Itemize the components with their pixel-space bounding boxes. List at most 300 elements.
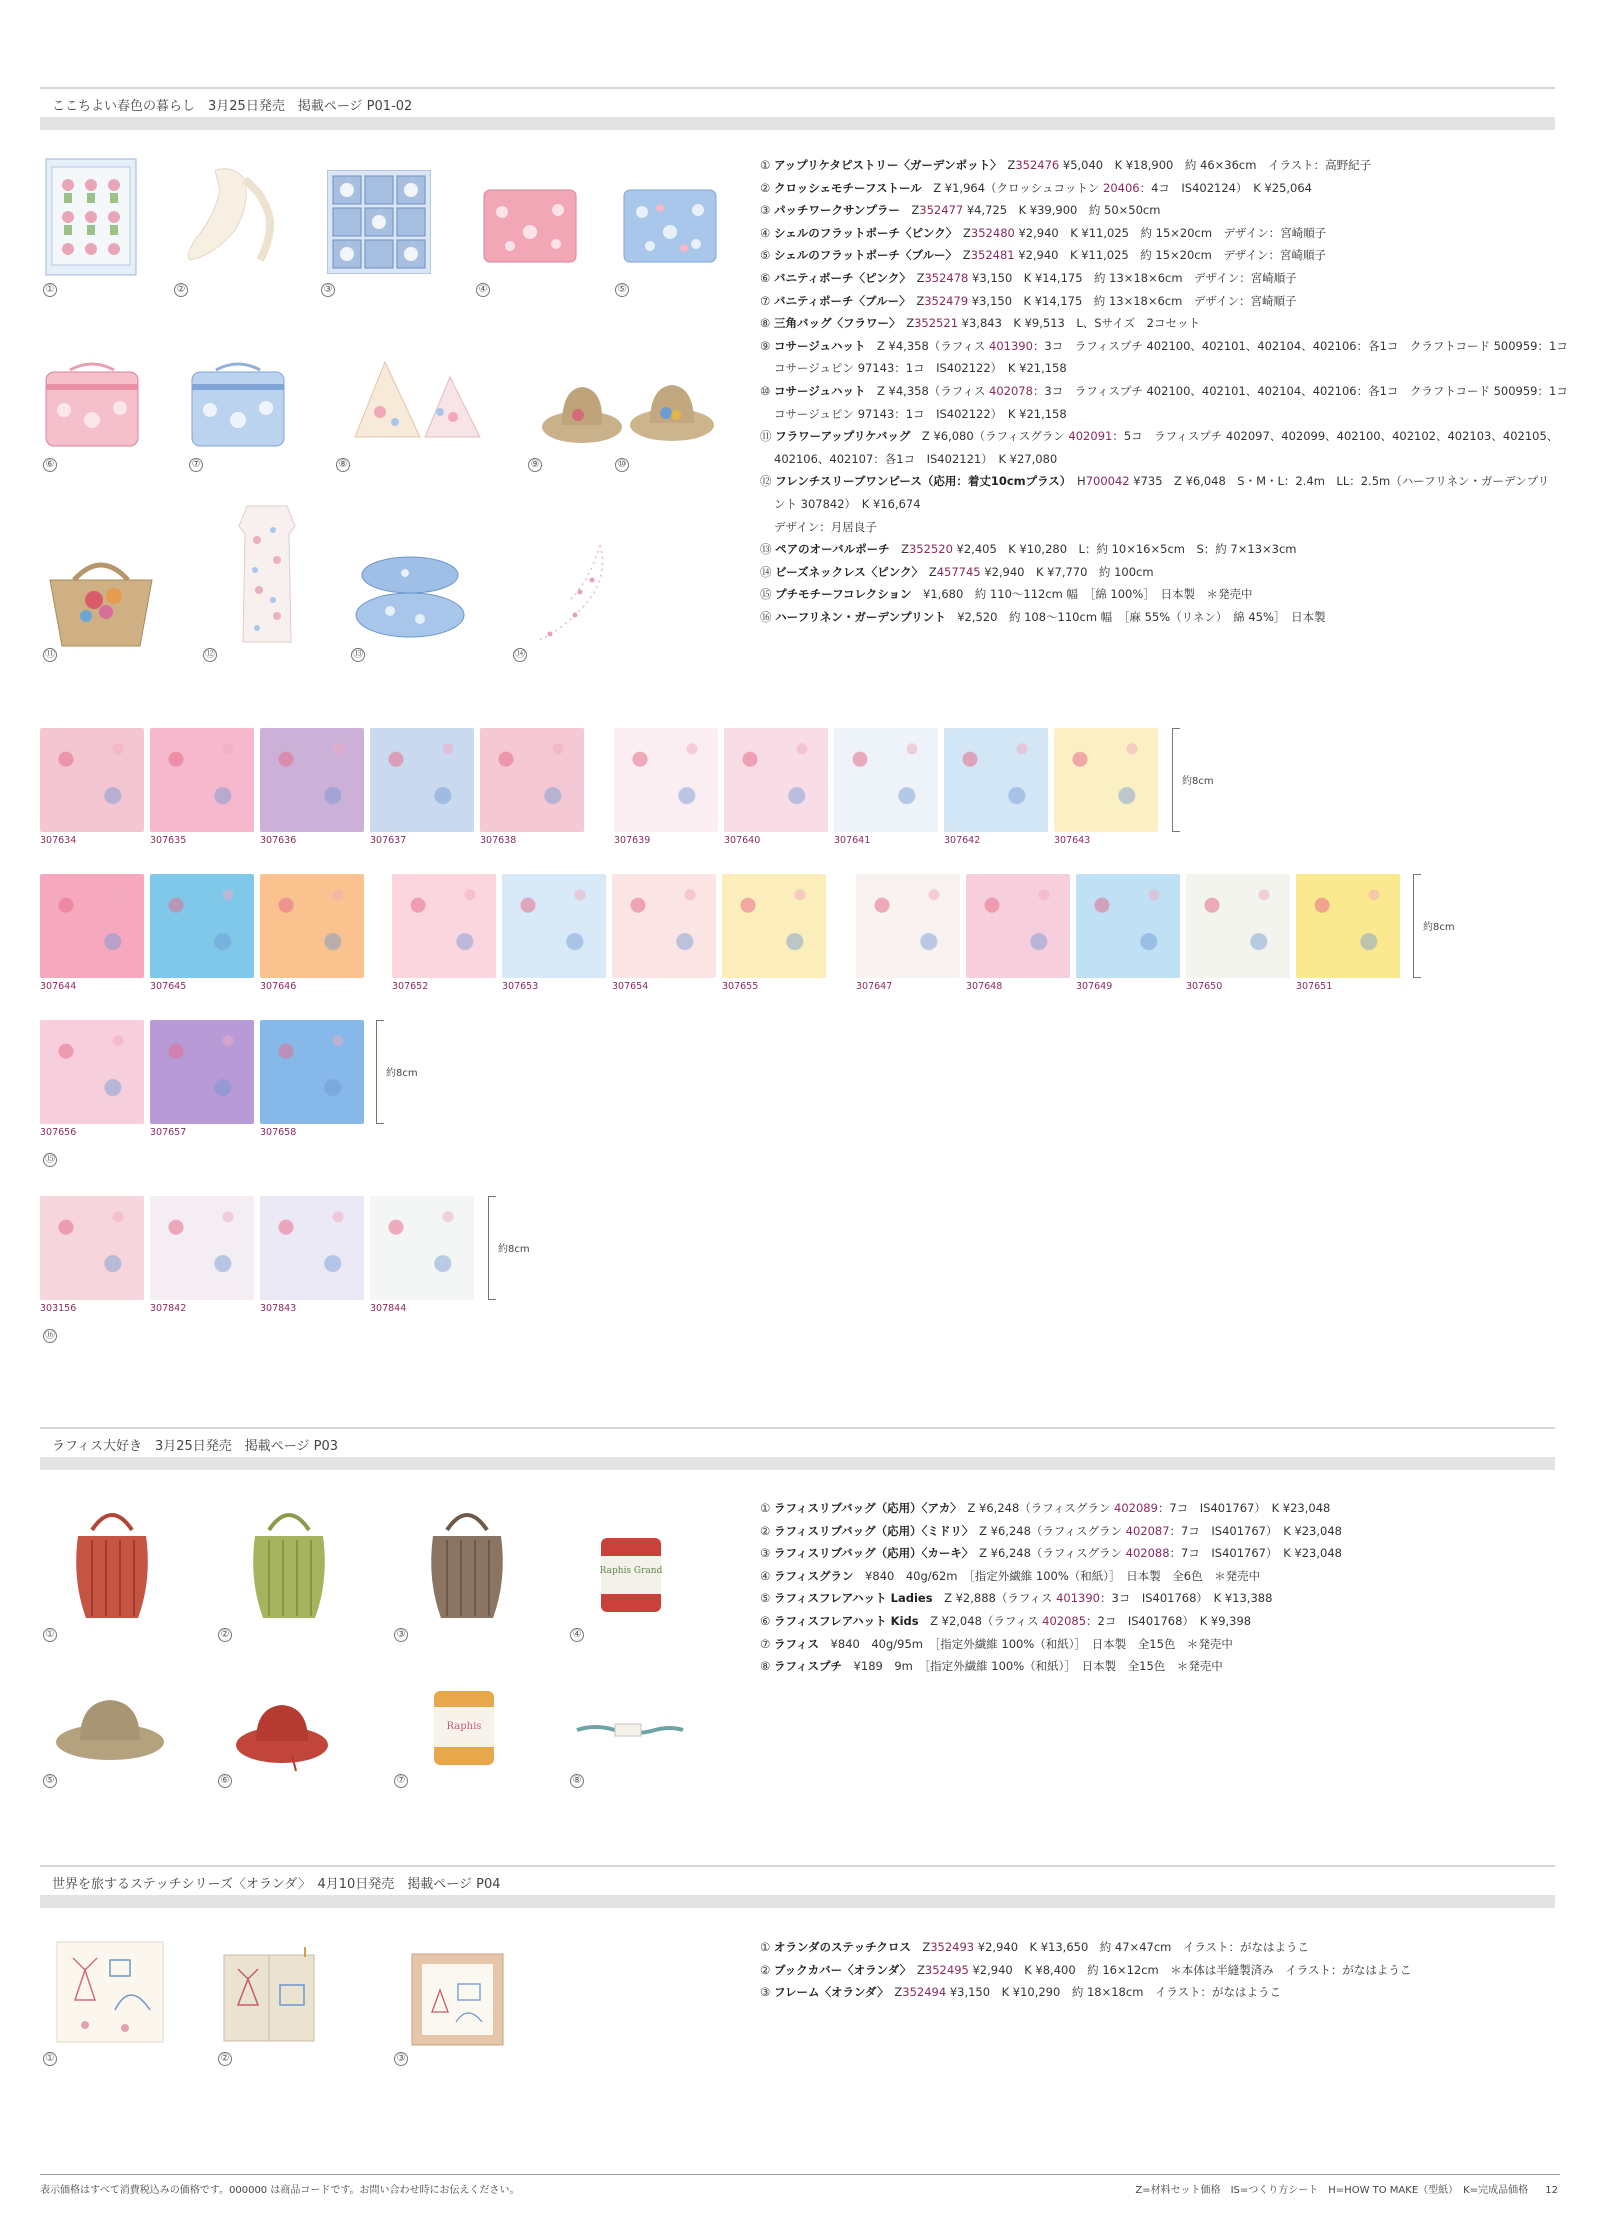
product-info: Z ¥6,080（ラフィスグラン [910,429,1069,444]
swatch-code: 307634 [40,835,77,846]
product-list-spring [760,154,1568,628]
product-name: フレーム〈オランダ〉 [773,1985,883,2000]
product-code: 457745 [936,564,981,579]
product-code: 402087 [1125,1523,1170,1538]
product-name: ハーフリネン・ガーデンプリント [775,609,946,624]
swatch-code: 307638 [480,835,517,846]
triangle-bags-photo [345,352,495,447]
product-name: シェルのフラットポーチ〈ピンク〉 [773,225,952,240]
fabric-swatch [260,1196,364,1300]
swatch-code: 307655 [722,981,759,992]
fabric-swatch [260,874,364,978]
product-name: 三角バッグ〈フラワー〉 [773,316,895,331]
photo-number: ③ [321,283,335,297]
product-info: ¥2,940 K ¥11,025 約 15×20cm デザイン：宮崎順子 [1014,225,1327,240]
footer-note: 表示価格はすべて消費税込みの価格です。000000 は商品コードです。お問い合わせ時にお伝えください。 [40,2185,520,2196]
swatch-code: 307657 [150,1127,187,1138]
fabric-swatch [150,874,254,978]
raphis-skein-photo [430,1685,500,1771]
photo-number: ⑥ [218,1774,232,1788]
section-marker: ⑮ [45,1154,55,1165]
product-info: Z [995,158,1016,172]
item-number: ① [760,1940,774,1954]
swatch-code: 307649 [1076,981,1113,992]
fabric-swatch [1076,874,1180,978]
product-info: H [1065,474,1086,489]
flower-bag-photo [44,550,159,650]
fabric-swatch [834,728,938,832]
product-info: Z [882,1985,903,2000]
swatch-code: 307640 [724,835,761,846]
product-code: 352493 [930,1940,975,1954]
product-info: ：3コ ラフィスプチ 402100、402101、402104、402106：各1コ クラフトコード 500959：1コ [1032,383,1568,398]
photo-number: ⑤ [615,283,629,297]
product-name: バニティポーチ〈ピンク〉 [773,270,906,285]
fabric-swatch [150,1196,254,1300]
product-row [760,516,1568,539]
product-name: ラフィスリブバッグ（応用）〈ミドリ〉 [773,1523,968,1538]
product-row [760,290,1568,313]
item-number: ⑭ [760,564,776,579]
skein-label: Raphis [446,1721,482,1732]
product-info: Z [910,1940,931,1954]
swatch-code: 307637 [370,835,407,846]
product-row [760,493,1568,516]
swatch-code: 307642 [944,835,981,846]
product-name: プチモチーフコレクション [775,587,912,602]
photo-number: ⑫ [205,649,215,660]
fabric-swatch [370,728,474,832]
size-ruler-label: 約8cm [1182,776,1214,787]
item-number [760,361,774,375]
product-name: ラフィスリブバッグ（応用）〈カーキ〉 [773,1546,968,1561]
size-ruler [376,1020,383,1124]
product-info: ント 307842） K ¥16,674 [774,496,921,511]
skein-label: Raphis Grand [599,1566,663,1576]
item-number [760,407,774,421]
item-number: ② [760,1523,774,1538]
swatch-code: 307644 [40,981,77,992]
price-legend: Z=材料セット価格 IS=つくり方シート H=HOW TO MAKE（型紙） K=完成品価格 [1135,2185,1529,2196]
swatch-code: 307639 [614,835,651,846]
product-info: ¥5,040 K ¥18,900 約 46×36cm イラスト：高野紀子 [1059,158,1372,172]
photo-number: ⑥ [43,458,57,472]
product-info: Z [894,316,915,331]
item-number: ⑨ [760,338,774,353]
product-info: ¥2,940 K ¥13,650 約 47×47cm イラスト：がなはようこ [974,1940,1310,1954]
fabric-swatch [722,874,826,978]
product-info: デザイン：月居良子 [774,519,877,534]
fabric-swatch [260,1020,364,1124]
product-info: ：5コ ラフィスプチ 402097、402099、402100、402102、402103、402105、 [1112,429,1559,444]
product-row [760,177,1568,200]
product-info: Z ¥1,964（クロッシュコットン [921,180,1103,195]
photo-number: ④ [476,283,490,297]
product-row [760,1981,1411,2004]
flare-hat-ladies-photo [52,1690,167,1765]
item-number: ⑫ [760,474,776,489]
product-name: フラワーアップリケバッグ [775,429,911,444]
stole-photo [175,160,285,270]
item-number: ④ [760,1568,774,1583]
product-name: アップリケタピストリー〈ガーデンポット〉 [773,158,996,172]
page-number: 12 [1545,2185,1558,2196]
product-row [760,425,1568,448]
fabric-swatch [966,874,1070,978]
swatch-code: 307844 [370,1303,407,1314]
product-name: ラフィス [773,1636,820,1651]
product-code: 352479 [924,293,969,308]
product-info: ¥3,150 K ¥14,175 約 13×18×6cm デザイン：宮崎順子 [968,293,1297,308]
fabric-swatch [502,874,606,978]
swatch-code: 307653 [502,981,539,992]
product-row [760,1497,1342,1520]
fabric-swatch [40,1020,144,1124]
product-info: ¥189 9m ［指定外繊維 100%（和紙）］ 日本製 全15色 ＊発売中 [842,1659,1223,1674]
product-info: Z [905,1962,925,1977]
fabric-swatch [370,1196,474,1300]
item-number: ⑥ [760,1613,774,1628]
sampler-photo [327,170,431,274]
product-row [760,606,1568,629]
photo-number: ⑧ [570,1774,584,1788]
fabric-swatch [392,874,496,978]
product-info: Z [951,225,971,240]
photo-number: ⑦ [189,458,203,472]
product-info: ¥2,940 K ¥11,025 約 15×20cm デザイン：宮崎順子 [1014,248,1327,263]
product-info: ¥2,940 K ¥7,770 約 100cm [980,564,1154,579]
product-info: コサージュピン 97143：1コ IS402122） K ¥21,158 [774,406,1067,421]
product-name: ラフィスフレアハット Ladies [773,1591,933,1606]
section-marker: ⑯ [45,1330,55,1341]
necklace-photo [530,540,620,650]
product-row [760,561,1568,584]
product-row [760,222,1568,245]
fabric-swatch [40,874,144,978]
fabric-swatch [612,874,716,978]
fabric-swatch [1054,728,1158,832]
photo-number: ② [174,283,188,297]
photo-number: ④ [570,1628,584,1642]
product-name: バニティポーチ〈ブルー〉 [773,293,905,308]
product-name: フレンチスリーブワンピース（応用：着丈10cmプラス） [775,474,1066,489]
product-row [760,335,1568,358]
product-code: 402089 [1114,1501,1158,1515]
product-info: Z ¥2,048（ラフィス [918,1613,1043,1628]
product-info: 402106、402107：各1コ IS402121） K ¥27,080 [774,451,1058,466]
product-info: ：7コ IS401767） K ¥23,048 [1157,1501,1331,1515]
size-ruler-label: 約8cm [386,1068,418,1079]
product-name: ラフィスリブバッグ（応用）〈アカ〉 [773,1501,957,1515]
product-info: ¥840 40g/62m ［指定外繊維 100%（和紙）］ 日本製 全6色 ＊発売中 [853,1568,1261,1583]
tapestry-photo [44,157,138,277]
size-ruler [488,1196,495,1300]
blue-pouch-photo [620,182,720,272]
oval-pouches-photo [350,545,465,645]
product-info: Z ¥6,248（ラフィスグラン [956,1501,1115,1515]
pink-pouch-photo [480,182,580,272]
item-number: ⑮ [760,587,776,602]
section-header-raphis [40,1427,1555,1467]
dress-photo [225,500,310,648]
product-name: ビーズネックレス〈ピンク〉 [775,564,918,579]
product-info: ¥3,150 K ¥14,175 約 13×18×6cm デザイン：宮崎順子 [968,270,1297,285]
item-number: ⑩ [760,383,774,398]
item-number [760,497,774,511]
product-row [760,538,1568,561]
product-info: ：4コ IS402124） K ¥25,064 [1139,180,1313,195]
size-ruler [1172,728,1179,832]
product-info: Z [889,542,909,557]
product-info: ¥3,843 K ¥9,513 L、Sサイズ 2コセット [958,316,1200,331]
size-ruler-label: 約8cm [498,1244,530,1255]
product-row [760,154,1568,177]
product-name: パッチワークサンプラー [773,203,900,218]
product-row [760,1655,1342,1678]
item-number: ⑦ [760,1636,774,1651]
product-row [760,470,1568,493]
fabric-swatch [150,1020,254,1124]
frame-photo [410,1952,505,2047]
item-number: ⑥ [760,270,774,285]
swatch-code: 307636 [260,835,297,846]
product-info: Z [951,248,971,263]
photo-number: ① [43,2052,57,2066]
photo-number: ⑭ [515,649,525,660]
product-row [760,1520,1342,1543]
book-cover-photo [220,1945,320,2045]
flare-hat-kids-photo [232,1695,332,1775]
item-number: ④ [760,225,774,240]
product-info: ¥2,405 K ¥10,280 L：約 10×16×5cm S：約 7×13×3cm [952,542,1297,557]
product-info: ：3コ ラフィスプチ 402100、402101、402104、402106：各1コ クラフトコード 500959：1コ [1032,338,1568,353]
product-info: Z ¥4,358（ラフィス [865,383,990,398]
product-name: ラフィスプチ [773,1659,843,1674]
item-number: ⑤ [760,1591,774,1606]
product-list-stitch [760,1936,1411,2004]
product-info: ：7コ IS401767） K ¥23,048 [1169,1546,1342,1561]
product-code: 401390 [989,338,1033,353]
photo-number: ⑦ [394,1774,408,1788]
fabric-swatch [150,728,254,832]
product-name: ブックカバー〈オランダ〉 [773,1962,906,1977]
raphis-grand-skein-photo [597,1532,667,1618]
product-code: 352476 [1015,158,1060,172]
product-name: ラフィスフレアハット Kids [773,1613,919,1628]
product-code: 352520 [908,542,953,557]
swatch-code: 307646 [260,981,297,992]
fabric-swatch [40,1196,144,1300]
section-title: ラフィス大好き 3月25日発売 掲載ページ P03 [52,1439,339,1454]
item-number: ⑧ [760,1659,774,1674]
product-row [760,403,1568,426]
item-number: ③ [760,203,774,218]
product-row [760,1633,1342,1656]
product-info: Z ¥6,248（ラフィスグラン [967,1523,1126,1538]
product-info: ¥4,725 K ¥39,900 約 50×50cm [963,203,1161,218]
item-number: ① [760,1501,774,1515]
swatch-code: 307648 [966,981,1003,992]
product-row [760,1587,1342,1610]
rib-bag-green-photo [247,1500,332,1625]
swatch-code: 307635 [150,835,187,846]
product-code: 402078 [989,383,1033,398]
item-number: ⑯ [760,609,776,624]
photo-number: ⑪ [45,649,55,660]
product-row [760,357,1568,380]
fabric-swatch [1186,874,1290,978]
product-info: Z [899,203,920,218]
photo-number: ⑨ [528,458,542,472]
fabric-swatch [856,874,960,978]
item-number: ② [760,180,774,195]
item-number: ③ [760,1546,774,1561]
product-info: Z ¥6,248（ラフィスグラン [967,1546,1126,1561]
swatch-code: 307656 [40,1127,77,1138]
product-info: ：2コ IS401768） K ¥9,398 [1086,1613,1252,1628]
fabric-swatch [260,728,364,832]
product-row [760,199,1568,222]
product-info: ¥3,150 K ¥10,290 約 18×18cm イラスト：がなはようこ [946,1985,1282,2000]
item-number [760,520,774,534]
section-title: 世界を旅するステッチシリーズ〈オランダ〉 4月10日発売 掲載ページ P04 [52,1877,501,1892]
rib-bag-khaki-photo [425,1500,510,1625]
product-row [760,380,1568,403]
fabric-swatch [1296,874,1400,978]
vanity-pink-photo [40,360,144,450]
product-code: 700042 [1085,474,1130,489]
product-row [760,1542,1342,1565]
fabric-swatch [944,728,1048,832]
product-code: 402091 [1068,429,1113,444]
swatch-code: 307645 [150,981,187,992]
product-info: ¥735 Z ¥6,048 S・M・L：2.4m LL：2.5m（ハーフリネン・ガーデンプリ [1129,474,1550,489]
fabric-swatch [480,728,584,832]
product-code: 352480 [970,225,1015,240]
swatch-code: 307652 [392,981,429,992]
fabric-swatch [40,728,144,832]
swatch-code: 307842 [150,1303,187,1314]
product-row [760,583,1568,606]
product-info: ¥2,520 約 108〜110cm 幅 ［麻 55%（リネン） 綿 45%］ 日本製 [945,609,1326,624]
product-code: 402088 [1125,1546,1170,1561]
product-code: 352477 [919,203,964,218]
product-name: クロッシェモチーフストール [773,180,922,195]
product-row [760,244,1568,267]
product-name: コサージュハット [773,338,866,353]
item-number: ② [760,1962,774,1977]
product-info: コサージュピン 97143：1コ IS402122） K ¥21,158 [774,361,1067,376]
product-name: シェルのフラットポーチ〈ブルー〉 [773,248,952,263]
section-header-spring [40,87,1555,127]
item-number: ⑪ [760,429,776,444]
swatch-code: 307843 [260,1303,297,1314]
swatch-code: 307643 [1054,835,1091,846]
rib-bag-red-photo [70,1500,155,1625]
product-row [760,1936,1411,1959]
photo-number: ② [218,2052,232,2066]
product-code: 402085 [1042,1613,1087,1628]
size-ruler [1413,874,1420,978]
size-ruler-label: 約8cm [1423,922,1455,933]
product-info: Z ¥4,358（ラフィス [865,338,990,353]
raphis-petit-photo [575,1718,685,1742]
item-number: ⑤ [760,248,774,263]
section-title: ここちよい春色の暮らし 3月25日発売 掲載ページ P01-02 [52,99,413,114]
product-row [760,1959,1411,1982]
fabric-swatch [724,728,828,832]
product-code: 401390 [1056,1591,1100,1606]
item-number: ⑬ [760,542,776,557]
photo-number: ① [43,283,57,297]
product-row [760,1565,1342,1588]
product-name: オランダのステッチクロス [773,1940,911,1954]
product-code: 352478 [924,270,969,285]
product-row [760,267,1568,290]
product-name: コサージュハット [773,383,866,398]
swatch-code: 307647 [856,981,893,992]
product-info: Z [904,293,925,308]
product-list-raphis [760,1497,1342,1678]
photo-number: ② [218,1628,232,1642]
photo-number: ③ [394,1628,408,1642]
product-code: 20406 [1103,180,1140,195]
corsage-hats-photo [540,375,720,450]
photo-number: ① [43,1628,57,1642]
product-row [760,448,1568,471]
swatch-code: 303156 [40,1303,77,1314]
swatch-code: 307658 [260,1127,297,1138]
fabric-swatch [614,728,718,832]
product-code: 352481 [970,248,1015,263]
item-number: ⑧ [760,316,774,331]
product-info: Z [905,270,925,285]
product-info: ：7コ IS401767） K ¥23,048 [1169,1523,1342,1538]
footer-rule [40,2174,1560,2175]
photo-number: ⑧ [336,458,350,472]
item-number: ⑦ [760,293,774,308]
swatch-code: 307654 [612,981,649,992]
photo-number: ⑬ [353,649,363,660]
swatch-code: 307650 [1186,981,1223,992]
section-header-stitch [40,1865,1555,1905]
stitch-cloth-photo [55,1940,165,2045]
item-number: ① [760,158,774,172]
swatch-code: 307651 [1296,981,1333,992]
photo-number: ⑤ [43,1774,57,1788]
product-code: 352495 [924,1962,969,1977]
product-info: ¥840 40g/95m ［指定外繊維 100%（和紙）］ 日本製 全15色 ＊発売中 [819,1636,1233,1651]
product-name: ラフィスグラン [773,1568,854,1583]
photo-number: ⑩ [615,458,629,472]
product-code: 352521 [914,316,959,331]
product-code: 352494 [902,1985,947,2000]
product-name: ペアのオーバルポーチ [775,542,890,557]
swatch-code: 307641 [834,835,871,846]
vanity-blue-photo [186,360,290,450]
photo-number: ③ [394,2052,408,2066]
product-row [760,1610,1342,1633]
product-info: ¥2,940 K ¥8,400 約 16×12cm ＊本体は半縫製済み イラスト：がなはようこ [968,1962,1412,1977]
product-info: Z ¥2,888（ラフィス [932,1591,1057,1606]
product-info: ：3コ IS401768） K ¥13,388 [1100,1591,1273,1606]
item-number [760,452,774,466]
footer-legend [1135,2181,1558,2196]
product-info: Z [917,564,937,579]
product-row [760,312,1568,335]
product-info: ¥1,680 約 110〜112cm 幅 ［綿 100%］ 日本製 ＊発売中 [911,587,1253,602]
item-number: ③ [760,1985,774,2000]
